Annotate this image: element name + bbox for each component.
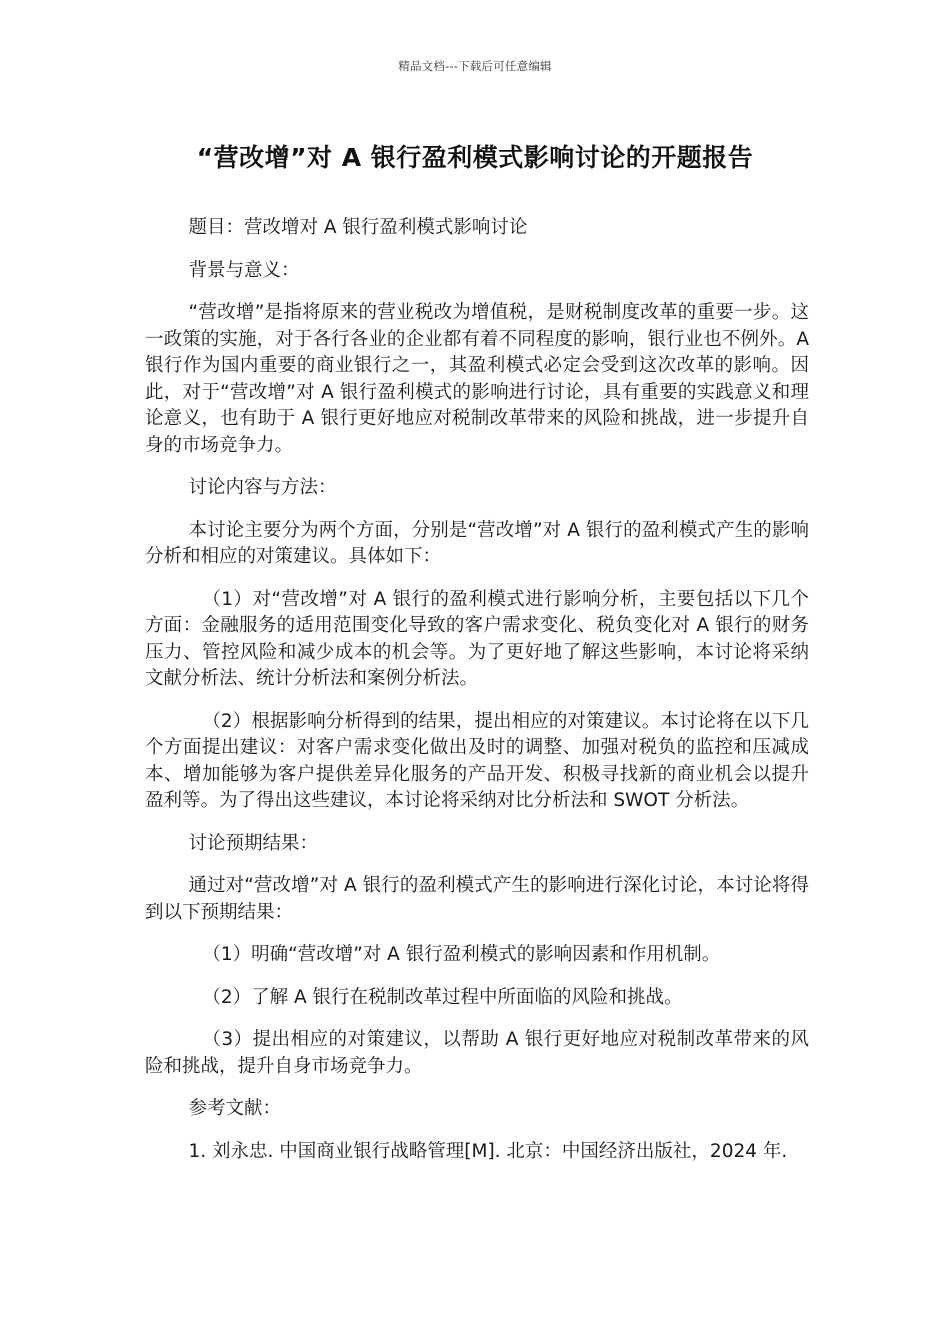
method-heading: 讨论内容与方法： bbox=[188, 477, 337, 498]
topic-line: 题目：营改增对 A 银行盈利模式影响讨论 bbox=[188, 217, 528, 238]
results-item-2: （2）了解 A 银行在税制改革过程中所面临的风险和挑战。 bbox=[202, 986, 683, 1008]
method-item-1: （1）对“营改增”对 A 银行的盈利模式进行影响分析，主要包括以下几个方面：金融服务的适用范围变化导致的客户需求变化、税负变化对 A 银行的财务压力、管控风险和减少成本的机会等。为了更好地了解这些影响，本讨论将采纳文献分析法、统计分析法和案例分析法。 bbox=[145, 588, 809, 689]
document-title: “营改增”对 A 银行盈利模式影响讨论的开题报告 bbox=[196, 143, 754, 172]
results-heading: 讨论预期结果： bbox=[188, 832, 318, 854]
method-intro-paragraph: 本讨论主要分为两个方面，分别是“营改增”对 A 银行的盈利模式产生的影响分析和相应的对策建议。具体如下： bbox=[145, 519, 809, 567]
method-item-2: （2）根据影响分析得到的结果，提出相应的对策建议。本讨论将在以下几个方面提出建议：对客户需求变化做出及时的调整、加强对税负的监控和压减成本、增加能够为客户提供差异化服务的产品开发、积极寻找新的商业机会以提升盈利等。为了得出这些建议，本讨论将采纳对比分析法和 SWOT 分析法。 bbox=[145, 710, 809, 811]
reference-item-1: 1. 刘永忠. 中国商业银行战略管理[M]. 北京：中国经济出版社，2024 年. bbox=[188, 1140, 788, 1162]
document-body bbox=[145, 215, 809, 1181]
references-heading: 参考文献： bbox=[188, 1098, 281, 1119]
results-item-1: （1）明确“营改增”对 A 银行盈利模式的影响因素和作用机制。 bbox=[202, 944, 721, 965]
results-intro-paragraph: 通过对“营改增”对 A 银行的盈利模式产生的影响进行深化讨论，本讨论将得到以下预期结果： bbox=[145, 875, 809, 923]
header-note: 精品文档---下载后可任意编辑 bbox=[398, 59, 552, 73]
background-paragraph: “营改增”是指将原来的营业税改为增值税，是财税制度改革的重要一步。这一政策的实施，对于各行各业的企业都有着不同程度的影响，银行业也不例外。A 银行作为国内重要的商业银行之一，其盈利模式必定会受到这次改革的影响。因此，对于“营改增”对 A 银行盈利模式的影响进行讨论，具有重要的实践意义和理论意义，也有助于 A 银行更好地应对税制改革带来的风险和挑战，进一步提升自身的市场竞争力。 bbox=[145, 302, 809, 456]
background-heading: 背景与意义： bbox=[188, 259, 300, 281]
results-item-3: （3）提出相应的对策建议，以帮助 A 银行更好地应对税制改革带来的风险和挑战，提升自身市场竞争力。 bbox=[145, 1029, 809, 1077]
